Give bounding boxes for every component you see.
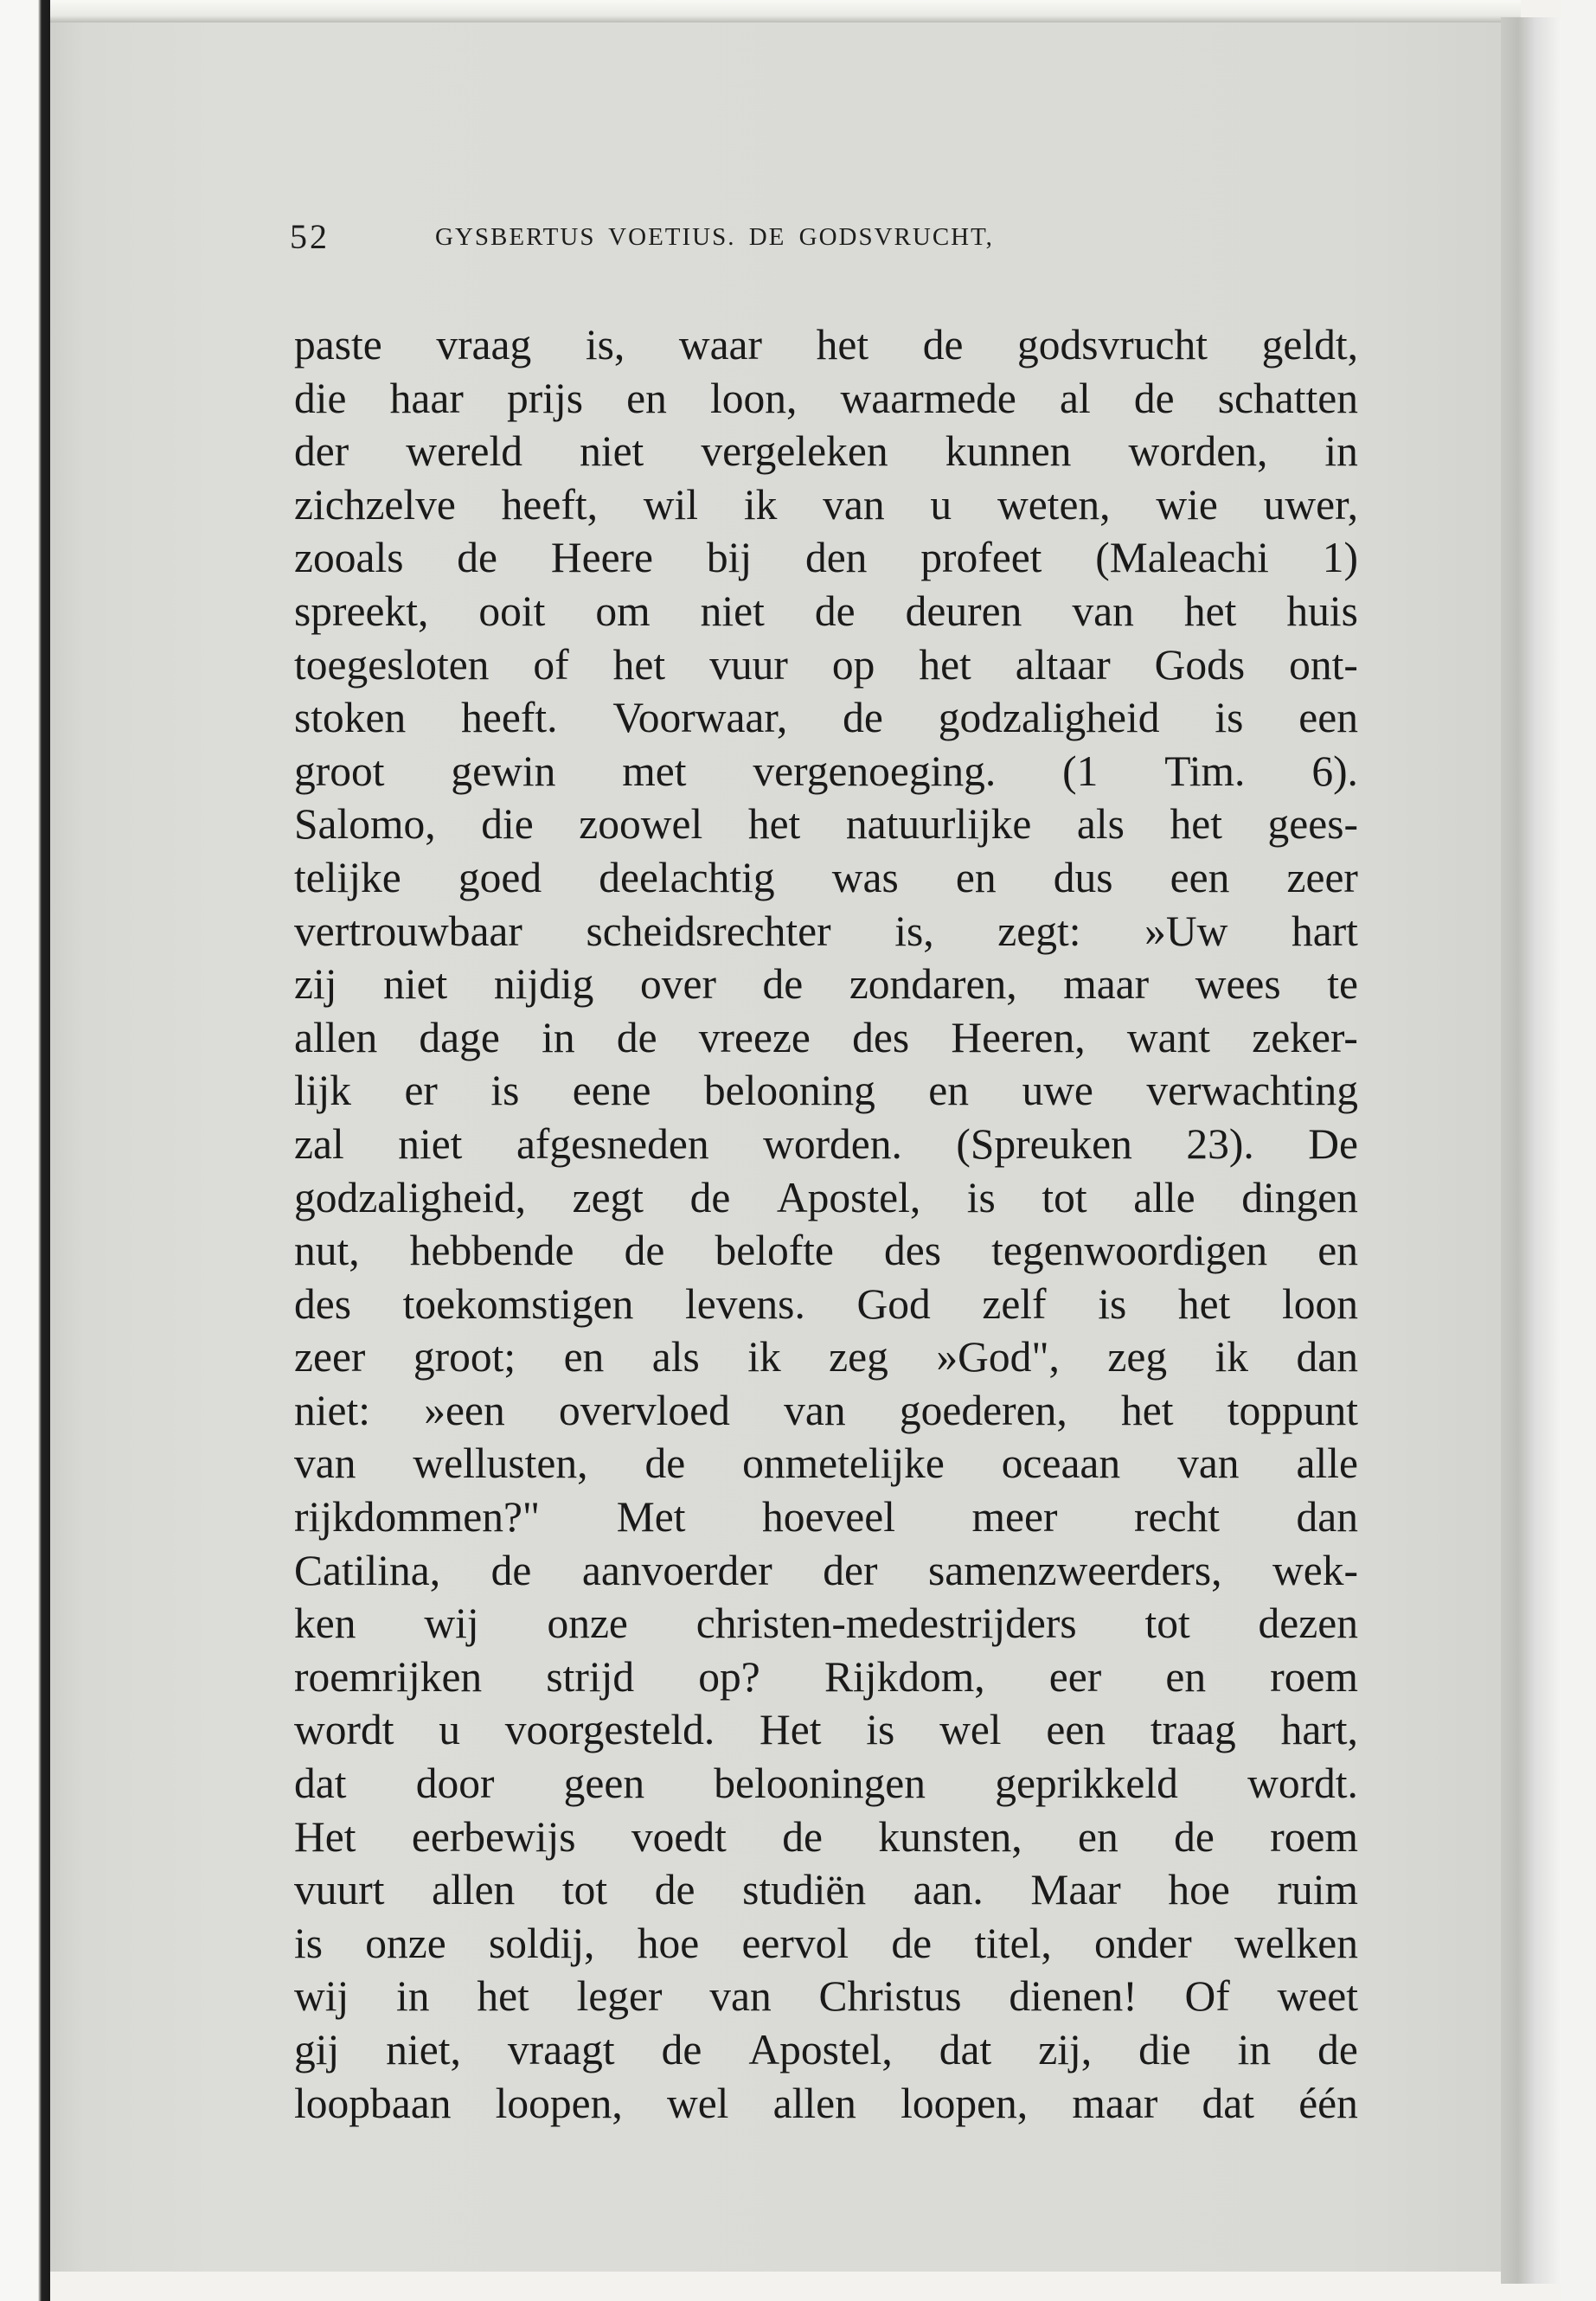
text-line: die haar prijs en loon, waarmede al de schatten (294, 374, 1358, 422)
text-line: gij niet, vraagt de Apostel, dat zij, die in de (294, 2026, 1358, 2073)
text-line: vertrouwbaar scheidsrechter is, zegt: »Uw hart (294, 907, 1358, 955)
text-line: der wereld niet vergeleken kunnen worden, in (294, 427, 1358, 476)
text-line: zal niet afgesneden worden. (Spreuken 23). De (294, 1119, 1358, 1168)
text-line: van wellusten, de onmetelijke oceaan van alle (294, 1439, 1358, 1488)
text-line: toegesloten of het vuur op het altaar Gods ont- (294, 640, 1358, 689)
running-head (290, 216, 1362, 268)
text-line: Het eerbewijs voedt de kunsten, en de roem (294, 1812, 1358, 1861)
text-line: zeer groot; en als ik zeg »God", zeg ik dan (294, 1333, 1358, 1381)
text-line: allen dage in de vreeze des Heeren, want zeker- (294, 1013, 1358, 1061)
text-line: wordt u voorgesteld. Het is wel een traag hart, (294, 1706, 1358, 1754)
page-fold (1501, 17, 1561, 2284)
text-line: stoken heeft. Voorwaar, de godzaligheid is een (294, 694, 1358, 742)
scan-border-left (0, 0, 50, 2301)
text-line: dat door geen belooningen geprikkeld wordt. (294, 1759, 1358, 1808)
text-line: zij niet nijdig over de zondaren, maar wees te (294, 960, 1358, 1009)
text-line: Salomo, die zoowel het natuurlijke als het gees- (294, 800, 1358, 849)
text-line: wij in het leger van Christus dienen! Of weet (294, 1972, 1358, 2021)
text-line: roemrijken strijd op? Rijkdom, eer en roem (294, 1652, 1358, 1701)
page-number: 52 (290, 217, 330, 256)
text-line: Catilina, de aanvoerder der samenzweerders, wek- (294, 1546, 1358, 1594)
text-line: zichzelve heeft, wil ik van u weten, wie uwer, (294, 480, 1358, 529)
text-line: groot gewin met vergenoeging. (1 Tim. 6). (294, 747, 1358, 795)
text-line: ken wij onze christen-medestrijders tot dezen (294, 1599, 1358, 1648)
text-line: loopbaan loopen, wel allen loopen, maar dat één (294, 2079, 1358, 2127)
running-head-title: GYSBERTUS VOETIUS. DE GODSVRUCHT, (435, 223, 994, 251)
body-text (294, 318, 1358, 2130)
text-line: vuurt allen tot de studiën aan. Maar hoe ruim (294, 1866, 1358, 1914)
text-line: is onze soldij, hoe eervol de titel, onder welken (294, 1919, 1358, 1967)
text-line: spreekt, ooit om niet de deuren van het huis (294, 586, 1358, 635)
text-line: telijke goed deelachtig was en dus een zeer (294, 853, 1358, 901)
text-line: nut, hebbende de belofte des tegenwoordigen en (294, 1227, 1358, 1275)
text-line: godzaligheid, zegt de Apostel, is tot alle dingen (294, 1173, 1358, 1221)
text-line: zooals de Heere bij den profeet (Maleachi 1) (294, 534, 1358, 582)
text-line: lijk er is eene belooning en uwe verwachting (294, 1067, 1358, 1115)
scan-border-right (1561, 0, 1596, 2301)
text-line: paste vraag is, waar het de godsvrucht geldt, (294, 321, 1358, 369)
text-line: rijkdommen?" Met hoeveel meer recht dan (294, 1493, 1358, 1541)
text-line: niet: »een overvloed van goederen, het toppunt (294, 1386, 1358, 1434)
text-line: des toekomstigen levens. God zelf is het loon (294, 1279, 1358, 1328)
scan-border-top (50, 0, 1521, 22)
